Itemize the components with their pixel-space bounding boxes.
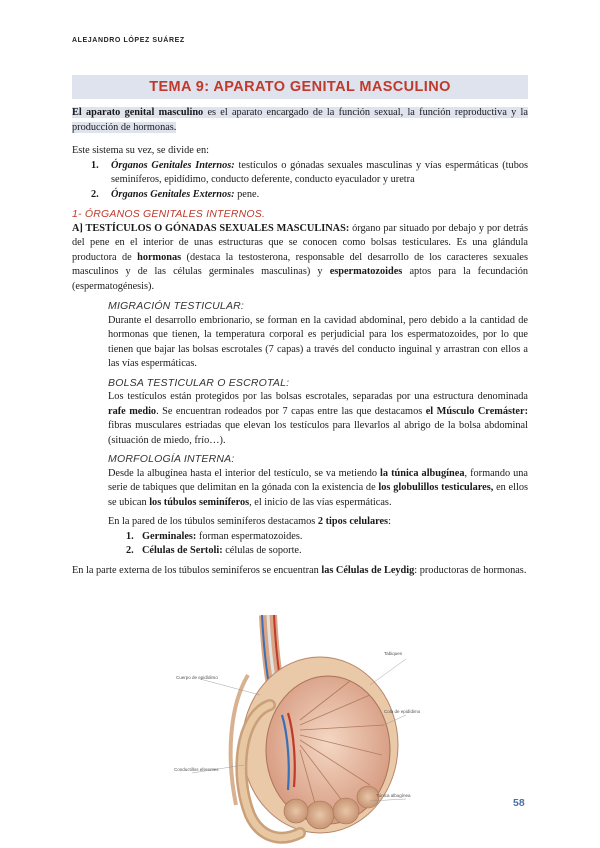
page-number: 58 <box>513 797 525 809</box>
list-item-text: testículos o gónadas sexuales masculinas y vías espermáticas (tubos seminíferos, epidídimo, conducto deferente, conducto eyaculador y uretra <box>111 159 528 185</box>
label-tunica-albuginea: Túnica albugínea <box>376 793 411 798</box>
tipos-list <box>72 530 528 559</box>
morfologia-heading: MORFOLOGÍA INTERNA: <box>108 453 235 465</box>
intro-paragraph <box>72 106 528 135</box>
intro-bold: El aparato genital masculino <box>72 107 204 118</box>
label-epididymis-body: Cuerpo de epidídimo <box>176 675 218 680</box>
label-epididymis-tail: Cola de epidídimo <box>384 709 421 714</box>
list-number: 1. <box>91 159 99 171</box>
list-item: 1. Germinales: forman espermatozoides. <box>126 530 303 542</box>
bolsa-paragraph: Los testículos están protegidos por las bolsas escrotales, separadas por una estructura denominada rafe medio. Se encuentran rodeados por 7 capas entre las que destacamos el Músculo Cremáster: fibras musculares estriadas que elevan los testículos para llevarlos al abrigo de la bolsa abdominal (situación de miedo, frío…). <box>108 391 528 446</box>
label-efferent-ducts: Conductillos eferentes <box>174 767 219 772</box>
subsection-heading: A] TESTÍCULOS O GÓNADAS SEXUALES MASCULINAS: <box>72 222 350 234</box>
migracion-paragraph: Durante el desarrollo embrionario, se forman en la cavidad abdominal, pero debido a la cantidad de hormonas que tienen, la temperatura corporal es perjudicial para los espermatozoides, por lo que tienen que bajar las bolsas escrotales (7 capas) a través del conducto inguinal y arrastran con ellos a las vías espermáticas. <box>108 314 528 369</box>
label-tabiques: Tabiques <box>384 651 403 656</box>
migracion-heading: MIGRACIÓN TESTICULAR: <box>108 300 245 312</box>
document-body <box>72 106 528 578</box>
title-bar <box>72 75 528 99</box>
list-item-text: pene. <box>234 188 260 200</box>
morfologia-paragraph: Desde la albugínea hasta el interior del testículo, se va metiendo la túnica albugínea, formando una serie de tabiques que delimitan en la gónada con la existencia de los globulillos testiculares, en ellos se ubican los túbulos seminíferos, el inicio de las vías espermáticas. <box>108 467 529 508</box>
division-list <box>72 159 528 203</box>
list-item <box>72 188 528 203</box>
list-item-title: Órganos Genitales Internos: <box>111 159 235 171</box>
intro-text: es el aparato encargado de la función sexual, la función reproductiva y la producción de hormonas. <box>72 107 528 133</box>
page-title: TEMA 9: APARATO GENITAL MASCULINO <box>149 79 451 95</box>
division-intro: Este sistema su vez, se divide en: <box>72 145 209 156</box>
leydig-paragraph: En la parte externa de los túbulos seminíferos se encuentran las Células de Leydig: productoras de hormonas. <box>72 564 527 576</box>
paredes-paragraph: En la pared de los túbulos seminíferos destacamos 2 tipos celulares: <box>108 516 391 527</box>
testiculos-paragraph: A] TESTÍCULOS O GÓNADAS SEXUALES MASCULINAS: órgano par situado por debajo y por detrás del pene en el interior de unas estructuras que se conocen como bolsas testiculares. Es una glándula productora de hormonas (destaca la testosterona, responsable del desarrollo de los caracteres sexuales masculinos y de las células germinales masculinas) y espermatozoides aptos para la fecundación (espermatogénesis). <box>72 222 529 292</box>
section-heading: 1- ÓRGANOS GENITALES INTERNOS. <box>72 208 266 220</box>
list-item-title: Órganos Genitales Externos: <box>111 188 235 200</box>
bolsa-heading: BOLSA TESTICULAR O ESCROTAL: <box>108 376 290 389</box>
author-header: ALEJANDRO LÓPEZ SUÁREZ <box>72 37 185 44</box>
list-item: 2. Células de Sertoli: células de soporte. <box>126 545 302 556</box>
testis-illustration <box>170 615 436 848</box>
list-item <box>72 159 528 188</box>
testis-anatomy-drawing <box>170 615 436 848</box>
list-number: 2. <box>91 188 99 200</box>
